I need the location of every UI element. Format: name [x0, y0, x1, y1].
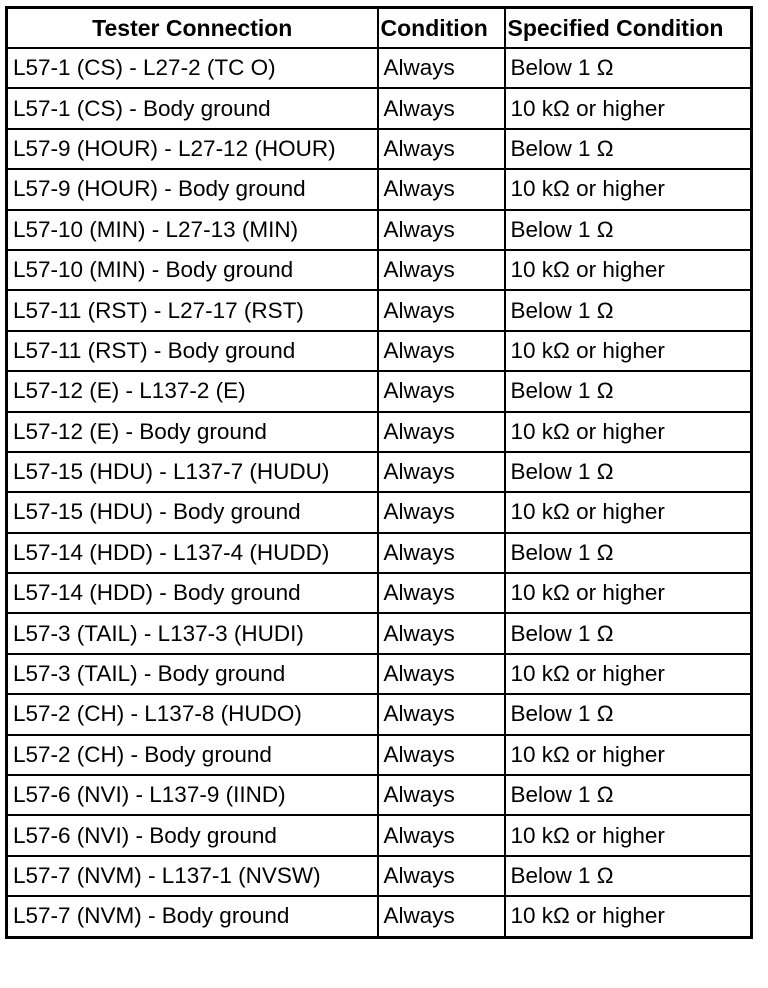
specified-condition-cell: 10 kΩ or higher: [505, 412, 752, 452]
condition-cell: Always: [378, 290, 505, 330]
table-row: [7, 573, 752, 613]
condition-cell: Always: [378, 210, 505, 250]
condition-cell: Always: [378, 492, 505, 532]
specified-condition-cell: Below 1 Ω: [505, 371, 752, 411]
condition-cell: Always: [378, 331, 505, 371]
tester-connection-cell: L57-15 (HDU) - L137-7 (HUDU): [7, 452, 378, 492]
tester-connection-cell: L57-12 (E) - Body ground: [7, 412, 378, 452]
condition-cell: Always: [378, 371, 505, 411]
tester-connection-cell: L57-7 (NVM) - Body ground: [7, 896, 378, 937]
condition-cell: Always: [378, 735, 505, 775]
specified-condition-cell: Below 1 Ω: [505, 452, 752, 492]
specified-condition-cell: Below 1 Ω: [505, 694, 752, 734]
specified-condition-cell: 10 kΩ or higher: [505, 654, 752, 694]
tester-connection-cell: L57-1 (CS) - L27-2 (TC O): [7, 48, 378, 88]
tester-connection-cell: L57-2 (CH) - Body ground: [7, 735, 378, 775]
resistance-spec-table: [5, 6, 753, 939]
condition-cell: Always: [378, 533, 505, 573]
tester-connection-cell: L57-14 (HDD) - L137-4 (HUDD): [7, 533, 378, 573]
specified-condition-cell: 10 kΩ or higher: [505, 492, 752, 532]
specified-condition-cell: 10 kΩ or higher: [505, 896, 752, 937]
tester-connection-cell: L57-6 (NVI) - L137-9 (IIND): [7, 775, 378, 815]
header-tester-connection: Tester Connection: [7, 8, 378, 49]
tester-connection-cell: L57-6 (NVI) - Body ground: [7, 815, 378, 855]
table-row: [7, 250, 752, 290]
header-condition: Condition: [378, 8, 505, 49]
tester-connection-cell: L57-12 (E) - L137-2 (E): [7, 371, 378, 411]
condition-cell: Always: [378, 452, 505, 492]
table-row: [7, 371, 752, 411]
specified-condition-cell: Below 1 Ω: [505, 856, 752, 896]
table-row: [7, 452, 752, 492]
condition-cell: Always: [378, 613, 505, 653]
tester-connection-cell: L57-7 (NVM) - L137-1 (NVSW): [7, 856, 378, 896]
condition-cell: Always: [378, 815, 505, 855]
condition-cell: Always: [378, 250, 505, 290]
tester-connection-cell: L57-9 (HOUR) - Body ground: [7, 169, 378, 209]
table-row: [7, 210, 752, 250]
condition-cell: Always: [378, 88, 505, 128]
table-row: [7, 169, 752, 209]
condition-cell: Always: [378, 694, 505, 734]
table-row: [7, 775, 752, 815]
specified-condition-cell: Below 1 Ω: [505, 775, 752, 815]
condition-cell: Always: [378, 856, 505, 896]
condition-cell: Always: [378, 169, 505, 209]
table-row: [7, 815, 752, 855]
specified-condition-cell: 10 kΩ or higher: [505, 735, 752, 775]
specified-condition-cell: 10 kΩ or higher: [505, 169, 752, 209]
specified-condition-cell: Below 1 Ω: [505, 48, 752, 88]
table-row: [7, 735, 752, 775]
specified-condition-cell: Below 1 Ω: [505, 613, 752, 653]
specified-condition-cell: 10 kΩ or higher: [505, 331, 752, 371]
specified-condition-cell: Below 1 Ω: [505, 210, 752, 250]
tester-connection-cell: L57-11 (RST) - Body ground: [7, 331, 378, 371]
tester-connection-cell: L57-10 (MIN) - L27-13 (MIN): [7, 210, 378, 250]
table-row: [7, 88, 752, 128]
table-row: [7, 694, 752, 734]
table-row: [7, 896, 752, 937]
header-row: [7, 8, 752, 49]
tester-connection-cell: L57-9 (HOUR) - L27-12 (HOUR): [7, 129, 378, 169]
tester-connection-cell: L57-11 (RST) - L27-17 (RST): [7, 290, 378, 330]
specified-condition-cell: Below 1 Ω: [505, 533, 752, 573]
tester-connection-cell: L57-2 (CH) - L137-8 (HUDO): [7, 694, 378, 734]
condition-cell: Always: [378, 654, 505, 694]
condition-cell: Always: [378, 129, 505, 169]
tester-connection-cell: L57-1 (CS) - Body ground: [7, 88, 378, 128]
table-row: [7, 533, 752, 573]
table-row: [7, 613, 752, 653]
table-row: [7, 412, 752, 452]
table-row: [7, 492, 752, 532]
table-row: [7, 331, 752, 371]
tester-connection-cell: L57-14 (HDD) - Body ground: [7, 573, 378, 613]
header-specified-condition: Specified Condition: [505, 8, 752, 49]
tester-connection-cell: L57-3 (TAIL) - Body ground: [7, 654, 378, 694]
table-row: [7, 290, 752, 330]
specified-condition-cell: 10 kΩ or higher: [505, 88, 752, 128]
specified-condition-cell: 10 kΩ or higher: [505, 815, 752, 855]
condition-cell: Always: [378, 775, 505, 815]
condition-cell: Always: [378, 896, 505, 937]
condition-cell: Always: [378, 412, 505, 452]
table-row: [7, 48, 752, 88]
table-row: [7, 856, 752, 896]
specified-condition-cell: Below 1 Ω: [505, 290, 752, 330]
tester-connection-cell: L57-3 (TAIL) - L137-3 (HUDI): [7, 613, 378, 653]
specified-condition-cell: 10 kΩ or higher: [505, 250, 752, 290]
specified-condition-cell: 10 kΩ or higher: [505, 573, 752, 613]
tester-connection-cell: L57-15 (HDU) - Body ground: [7, 492, 378, 532]
specified-condition-cell: Below 1 Ω: [505, 129, 752, 169]
condition-cell: Always: [378, 573, 505, 613]
condition-cell: Always: [378, 48, 505, 88]
table-row: [7, 654, 752, 694]
tester-connection-cell: L57-10 (MIN) - Body ground: [7, 250, 378, 290]
table-row: [7, 129, 752, 169]
